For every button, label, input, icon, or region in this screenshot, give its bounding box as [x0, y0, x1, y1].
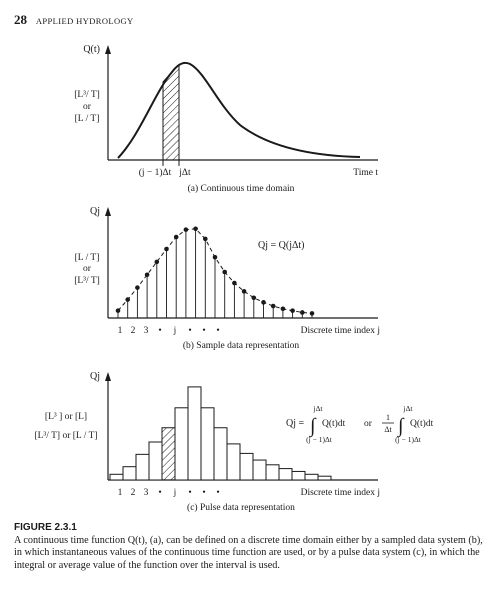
panel-b-units-1: [L / T] — [74, 253, 100, 263]
sample-point — [164, 247, 169, 252]
panel-a-hydrograph-curve — [118, 63, 360, 158]
panel-b-tick-labels — [118, 326, 220, 336]
pulse-bar — [305, 474, 318, 480]
pulse-bar — [123, 467, 136, 480]
panel-c-integral-upper-2: jΔt — [403, 404, 413, 413]
figure-caption-title: FIGURE 2.3.1 — [14, 522, 77, 533]
panel-b-units-or: or — [83, 264, 91, 274]
pulse-bar — [136, 454, 149, 480]
tick-label: j — [173, 488, 177, 498]
panel-b-units-2: [L³/ T] — [74, 276, 100, 286]
pulse-bar — [110, 474, 123, 480]
sample-point — [213, 255, 218, 260]
sample-point — [252, 295, 257, 300]
sample-point — [310, 311, 315, 316]
pulse-bar — [240, 453, 253, 480]
panel-c — [34, 371, 433, 513]
sample-point — [203, 237, 208, 242]
running-title: APPLIED HYDROLOGY — [35, 16, 134, 26]
tick-label: 2 — [130, 326, 136, 336]
pulse-bar — [214, 428, 227, 480]
panel-a-units-2: [L / T] — [74, 114, 100, 124]
page-number: 28 — [14, 12, 27, 27]
sample-point — [135, 285, 140, 290]
sample-point — [174, 235, 179, 240]
sample-point — [116, 308, 121, 313]
tick-label: 2 — [130, 488, 136, 498]
tick-label: 1 — [117, 488, 123, 498]
panel-c-tick-labels — [118, 488, 220, 498]
panel-c-integral-lower-2: (j − 1)Δt — [395, 435, 421, 444]
tick-label: • — [216, 488, 220, 498]
panel-c-integral-sign-2: ∫ — [398, 415, 404, 437]
panel-c-integral-upper-1: jΔt — [313, 404, 323, 413]
panel-c-fraction-num: 1 — [386, 413, 390, 422]
panel-b — [74, 206, 380, 351]
panel-a-x-label: Time t — [353, 168, 378, 178]
panel-c-integrand-1: Q(t)dt — [322, 419, 346, 429]
panel-c-equation-lhs: Qj = — [286, 418, 305, 429]
pulse-bar — [266, 465, 279, 480]
pulse-bar — [227, 444, 240, 480]
sample-point — [290, 308, 295, 313]
panel-c-y-arrow — [105, 372, 111, 381]
tick-label: • — [188, 326, 192, 336]
panel-c-x-label: Discrete time index j — [300, 488, 380, 498]
panel-c-or: or — [364, 419, 372, 429]
sample-point — [184, 227, 189, 232]
figure-caption — [14, 522, 486, 572]
panel-a-tick-right-label: jΔt — [179, 168, 191, 178]
sample-point — [300, 310, 305, 315]
panel-c-integrand-2: Q(t)dt — [410, 419, 434, 429]
pulse-bar — [201, 408, 214, 480]
panel-c-units-2: [L³/ T] or [L / T] — [34, 431, 98, 441]
panel-b-x-label: Discrete time index j — [300, 326, 380, 336]
tick-label: • — [158, 488, 162, 498]
panel-c-integral-sign-1: ∫ — [310, 415, 316, 437]
pulse-bar — [318, 476, 331, 480]
sample-point — [232, 281, 237, 286]
tick-label: 3 — [143, 326, 149, 336]
panel-a-y-arrow — [105, 45, 111, 54]
panel-b-subcaption: (b) Sample data representation — [182, 341, 300, 351]
sample-point — [145, 272, 150, 277]
panel-a-hatched-interval — [163, 65, 179, 160]
tick-label: • — [202, 326, 206, 336]
sample-point — [242, 289, 247, 294]
pulse-bar — [149, 442, 162, 480]
tick-label: 3 — [143, 488, 149, 498]
panel-a-y-label: Q(t) — [83, 44, 100, 55]
sample-point — [281, 307, 286, 312]
panel-a — [74, 44, 378, 194]
tick-label: • — [158, 326, 162, 336]
tick-label: • — [188, 488, 192, 498]
sample-point — [261, 300, 266, 305]
pulse-bar — [175, 408, 188, 480]
tick-label: • — [202, 488, 206, 498]
figure-caption-text: A continuous time function Q(t), (a), can be defined on a discrete time domain either by a sampled data system (b), in which instantaneous values of the continuous time function are used, or by a pulse data system (c), in which the integral or average value of the function over the interval is used. — [14, 534, 483, 571]
panel-a-units-1: [L³/ T] — [74, 90, 100, 100]
pulse-bar — [279, 469, 292, 480]
panel-c-fraction-den: Δt — [384, 425, 392, 434]
pulse-bar-hatched — [162, 428, 175, 480]
sample-point — [193, 226, 198, 231]
sample-point — [155, 260, 160, 265]
tick-label: • — [216, 326, 220, 336]
panel-b-y-label: Qj — [90, 206, 100, 217]
panel-c-units-1: [L³ ] or [L] — [44, 412, 88, 422]
panel-a-subcaption: (a) Continuous time domain — [187, 184, 295, 194]
panel-a-tick-left-label: (j − 1)Δt — [138, 168, 172, 178]
panel-b-equation: Qj = Q(jΔt) — [258, 240, 305, 251]
panel-c-y-label: Qj — [90, 371, 100, 382]
panel-a-units-or: or — [83, 102, 91, 112]
pulse-bar — [253, 460, 266, 480]
tick-label: 1 — [117, 326, 123, 336]
pulse-bar — [292, 471, 305, 480]
sample-point — [222, 270, 227, 275]
tick-label: j — [173, 326, 177, 336]
panel-b-y-arrow — [105, 207, 111, 216]
sample-point — [271, 304, 276, 309]
pulse-bar — [188, 387, 201, 480]
panel-c-pulses — [110, 387, 331, 480]
sample-point — [125, 297, 130, 302]
panel-c-integral-lower-1: (j − 1)Δt — [306, 435, 332, 444]
panel-c-subcaption: (c) Pulse data representation — [187, 503, 295, 513]
